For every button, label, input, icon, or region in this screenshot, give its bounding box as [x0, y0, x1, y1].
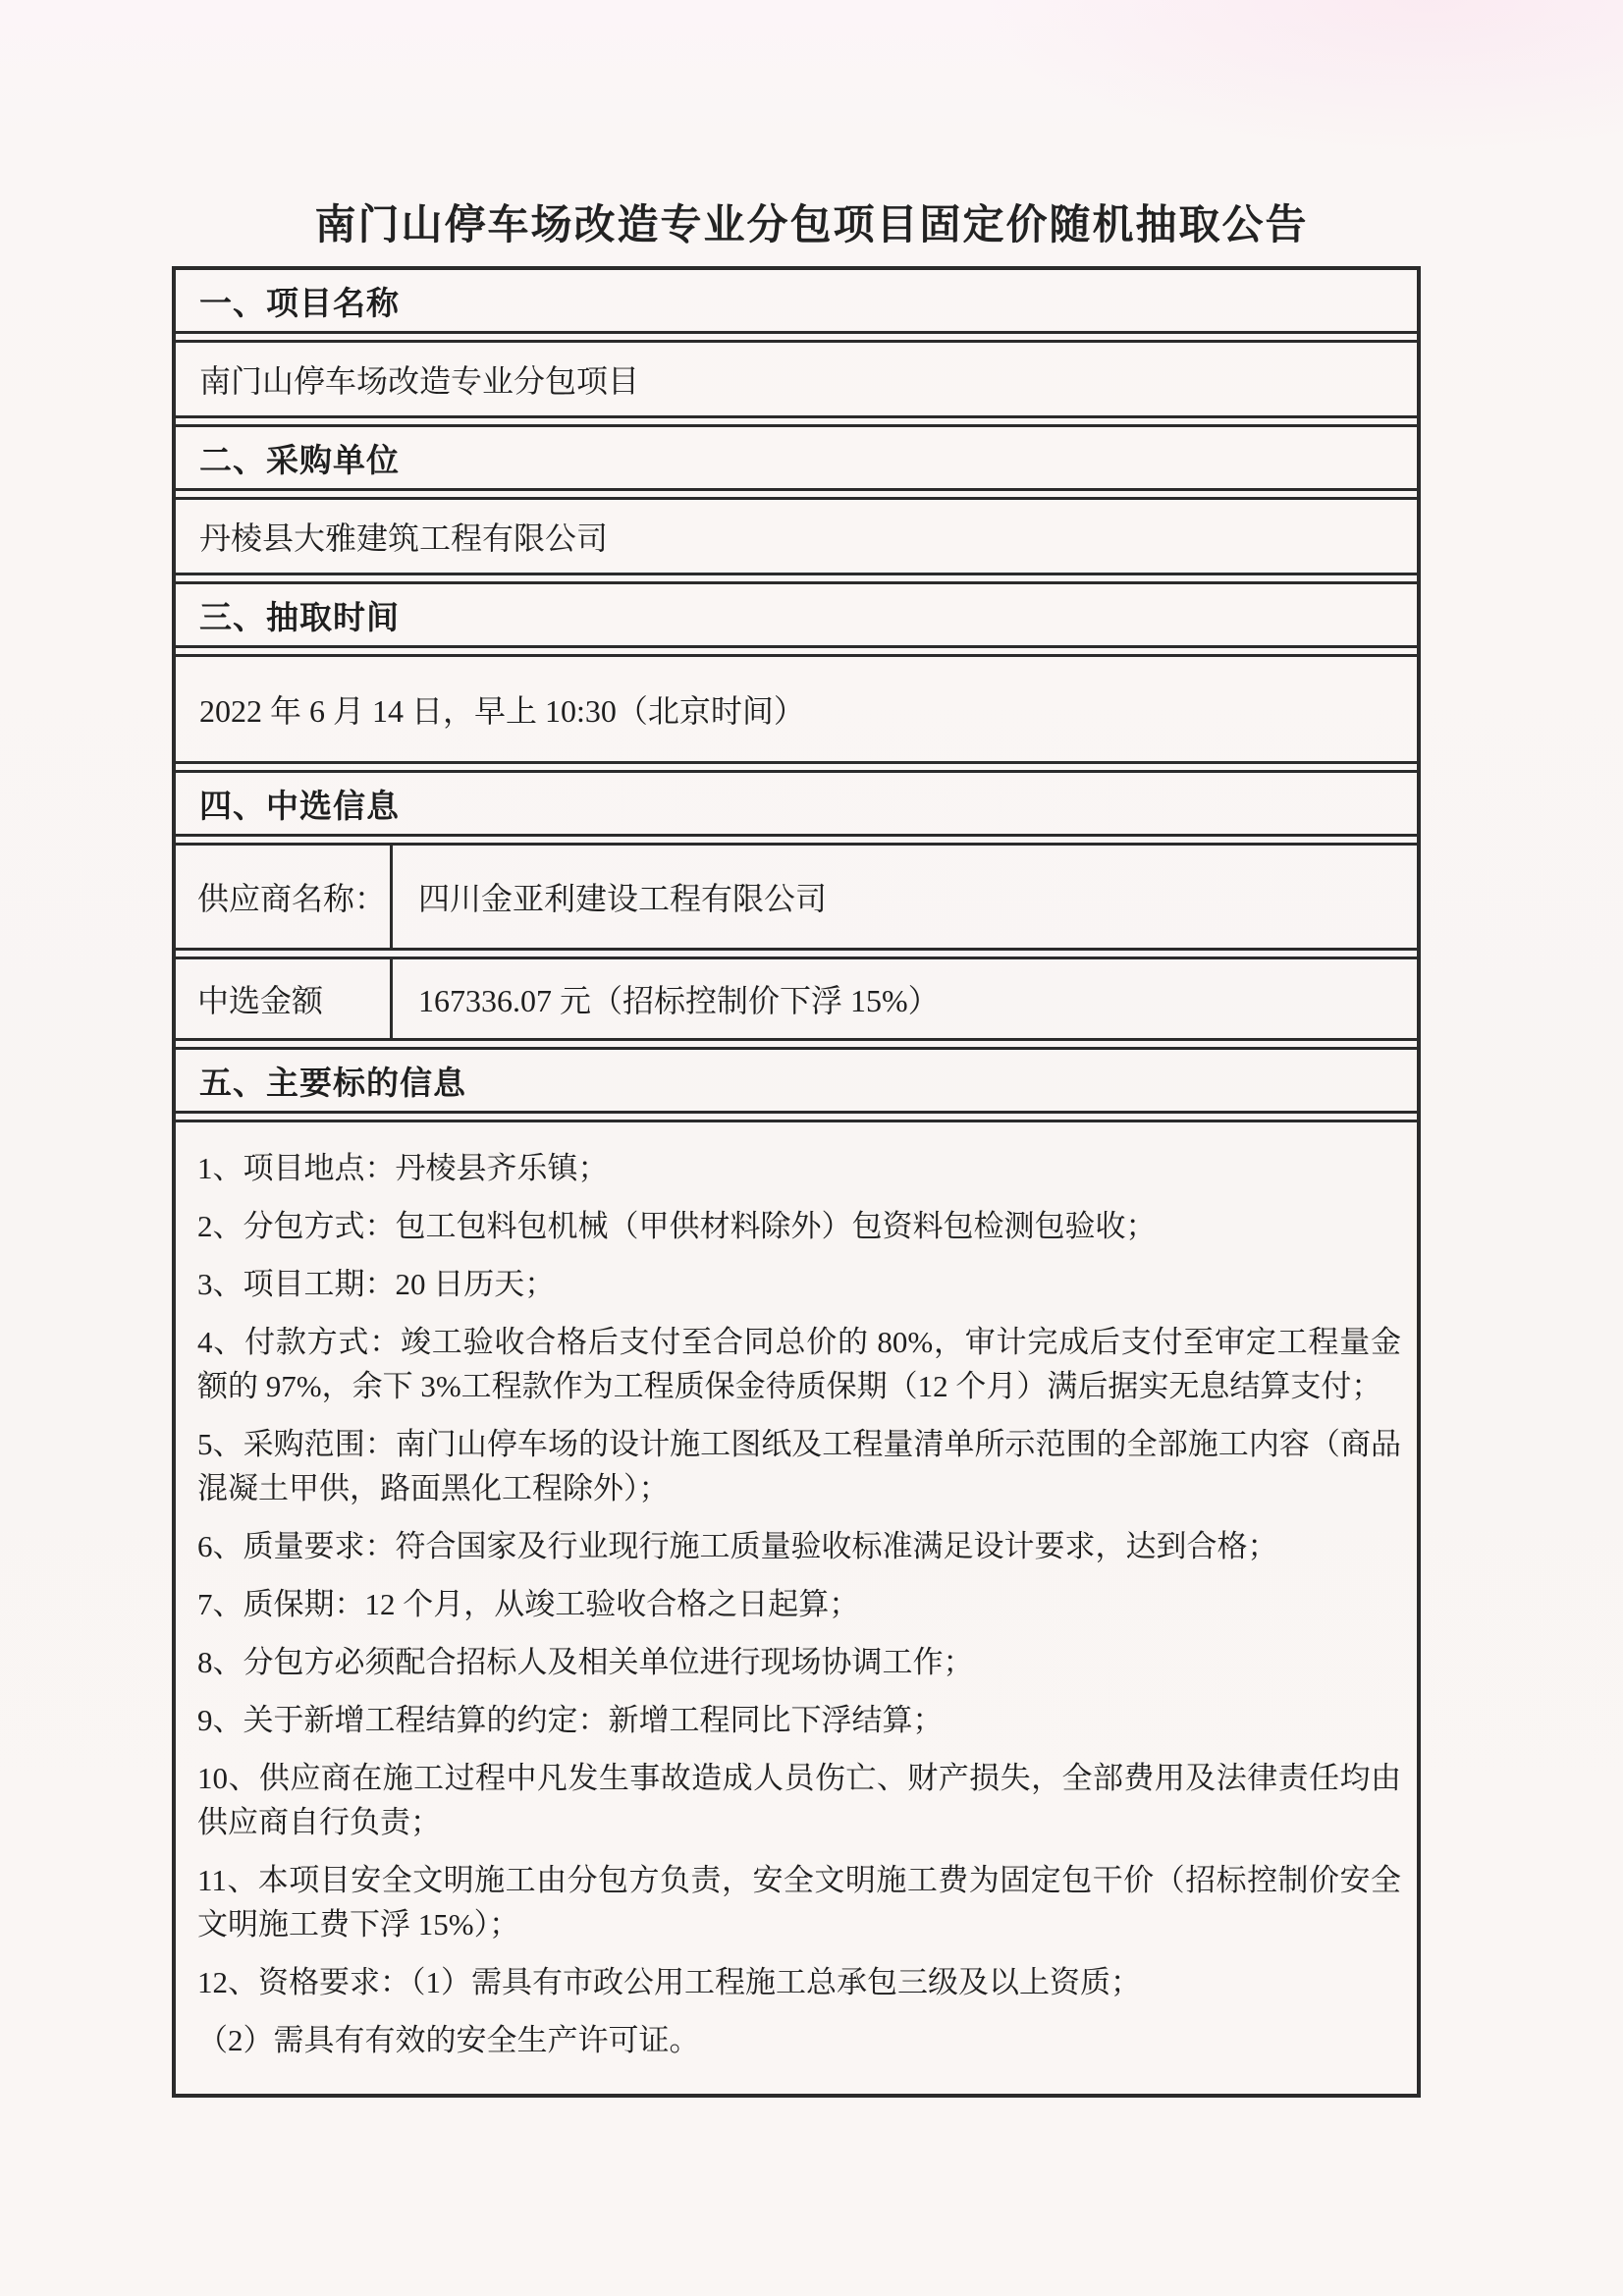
supplier-name-value: 四川金亚利建设工程有限公司 — [418, 881, 828, 916]
selected-amount-row — [176, 957, 1417, 1041]
section-heading-selection-info: 四、中选信息 — [176, 770, 1417, 837]
selected-amount-value: 167336.07 元（招标控制价下浮 15%） — [418, 983, 940, 1018]
section-heading-project-name: 一、项目名称 — [176, 266, 1417, 334]
detail-item-warranty: 7、质保期：12 个月，从竣工验收合格之日起算； — [197, 1587, 860, 1621]
section-heading-details: 五、主要标的信息 — [176, 1047, 1417, 1114]
details-list — [176, 1120, 1417, 2098]
scan-paper-tint — [974, 0, 1623, 157]
detail-item-payment: 4、付款方式：竣工验收合格后支付至合同总价的 80%，审计完成后支付至审定工程量金额的 97%，余下 3%工程款作为工程质保金待质保期（12 个月）满后据实无息结算支付； — [197, 1325, 1401, 1403]
detail-item-qualification: 12、资格要求：（1）需具有市政公用工程施工总承包三级及以上资质； — [197, 1965, 1141, 1999]
detail-item-location: 1、项目地点：丹棱县齐乐镇； — [197, 1151, 609, 1185]
supplier-row — [176, 843, 1417, 951]
detail-item-subcontract-mode: 2、分包方式：包工包料包机械（甲供材料除外）包资料包检测包验收； — [197, 1209, 1157, 1243]
detail-item-coordination: 8、分包方必须配合招标人及相关单位进行现场协调工作； — [197, 1645, 974, 1679]
document-title: 南门山停车场改造专业分包项目固定价随机抽取公告 — [314, 203, 1309, 248]
detail-item-scope: 5、采购范围：南门山停车场的设计施工图纸及工程量清单所示范围的全部施工内容（商品混凝土甲供，路面黑化工程除外）； — [197, 1427, 1401, 1505]
detail-item-quality: 6、质量要求：符合国家及行业现行施工质量验收标准满足设计要求，达到合格； — [197, 1529, 1278, 1563]
announcement-table — [172, 266, 1421, 2098]
section-heading-purchaser: 二、采购单位 — [176, 424, 1417, 491]
section-heading-draw-time: 三、抽取时间 — [176, 581, 1417, 648]
detail-item-liability: 10、供应商在施工过程中凡发生事故造成人员伤亡、财产损失，全部费用及法律责任均由供应商自行负责； — [197, 1761, 1401, 1839]
detail-item-qualification-2: （2）需具有有效的安全生产许可证。 — [197, 2023, 700, 2057]
detail-item-safety: 11、本项目安全文明施工由分包方负责，安全文明施工费为固定包干价（招标控制价安全文明施工费下浮 15%）； — [197, 1863, 1401, 1941]
project-name-value: 南门山停车场改造专业分包项目 — [176, 340, 1417, 418]
detail-item-duration: 3、项目工期：20 日历天； — [197, 1267, 556, 1301]
draw-time-value: 2022 年 6 月 14 日，早上 10:30（北京时间） — [176, 654, 1417, 764]
selected-amount-label: 中选金额 — [176, 959, 393, 1038]
detail-item-new-works: 9、关于新增工程结算的约定：新增工程同比下浮结算； — [197, 1703, 944, 1737]
purchaser-value: 丹棱县大雅建筑工程有限公司 — [176, 497, 1417, 575]
supplier-name-label: 供应商名称： — [176, 846, 393, 948]
